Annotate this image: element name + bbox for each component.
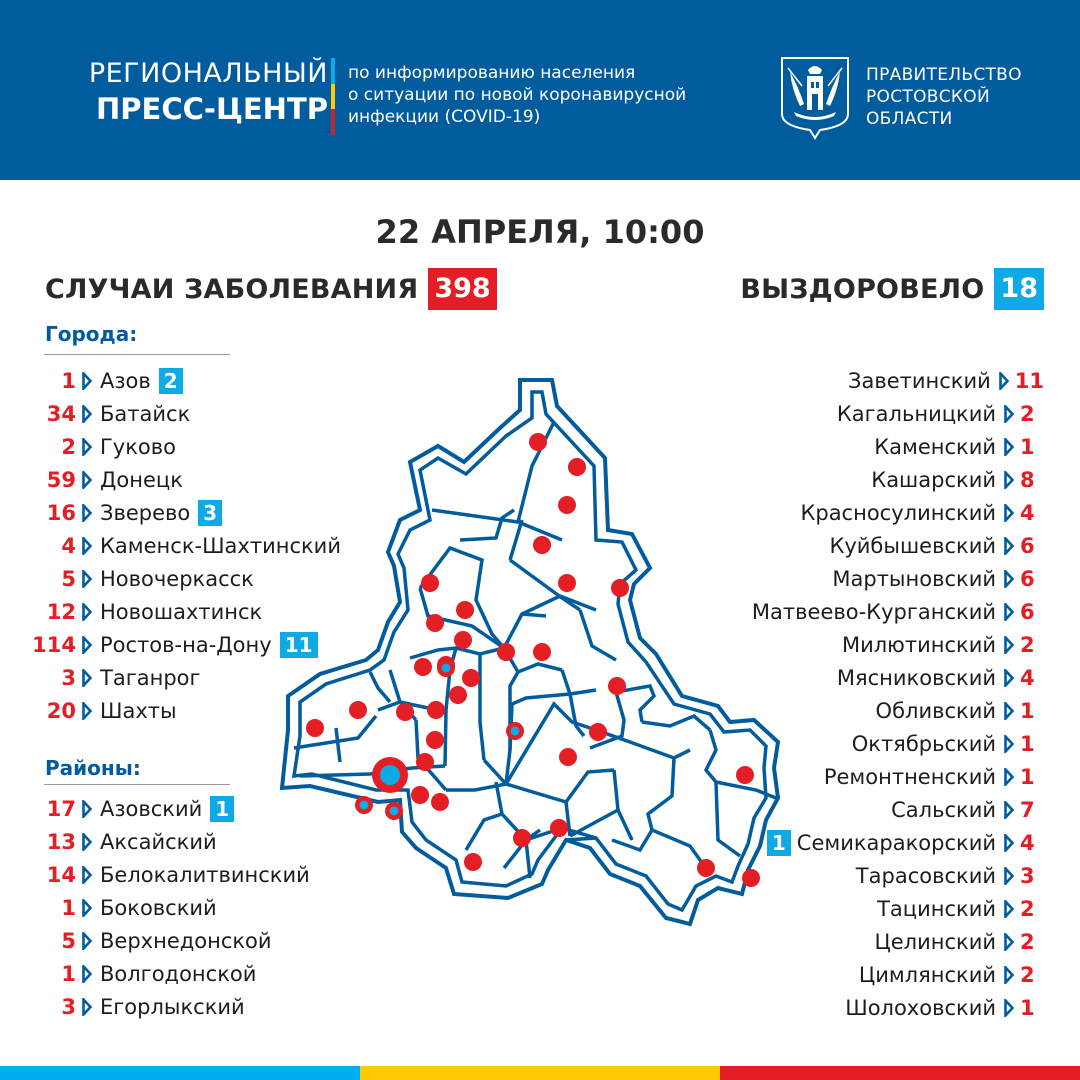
case-marker-dot [456, 601, 474, 619]
districts-divider [44, 784, 230, 785]
locality-name: Волгодонской [100, 961, 257, 986]
case-marker-dot [426, 614, 444, 632]
case-marker-dot [431, 793, 449, 811]
locality-name: Куйбышевский [829, 533, 996, 558]
triangle-arrow-icon [82, 438, 92, 456]
recovered-count-badge: 18 [994, 268, 1044, 310]
case-marker-dot [533, 643, 551, 661]
locality-name: Азов [100, 368, 151, 393]
locality-name: Гуково [100, 434, 176, 459]
case-count: 5 [61, 566, 76, 591]
case-count: 16 [46, 500, 76, 525]
case-count: 1 [1020, 434, 1035, 459]
subtitle-line: инфекции (COVID-19) [348, 107, 541, 127]
locality-name: Красносулинский [800, 500, 996, 525]
recovered-count-badge: 1 [767, 830, 791, 856]
triangle-arrow-icon [82, 570, 92, 588]
locality-name: Аксайский [100, 829, 217, 854]
locality-name: Боковский [100, 895, 217, 920]
case-count: 59 [46, 467, 76, 492]
case-count: 1 [1020, 764, 1035, 789]
case-marker-dot [414, 658, 432, 676]
case-count: 6 [1020, 533, 1035, 558]
case-marker-dot [558, 496, 576, 514]
cities-heading: Города: [45, 322, 138, 346]
case-marker-dot [421, 574, 439, 592]
press-title-line2: ПРЕСС-ЦЕНТР [96, 92, 328, 126]
case-marker-dot [396, 703, 414, 721]
case-count: 34 [46, 401, 76, 426]
case-marker-dot [559, 748, 577, 766]
locality-name: Шолоховский [845, 995, 996, 1020]
locality-name: Кагальницкий [836, 401, 996, 426]
recovered-label: ВЫЗДОРОВЕЛО [740, 273, 985, 305]
coat-of-arms-icon [780, 56, 850, 140]
press-center-title [89, 60, 328, 124]
case-count: 2 [1020, 962, 1035, 987]
triangle-arrow-icon [1004, 669, 1014, 687]
triangle-arrow-icon [82, 504, 92, 522]
triangle-arrow-icon [82, 636, 92, 654]
case-count: 4 [61, 533, 76, 558]
locality-name: Тацинский [877, 896, 996, 921]
gov-line: ОБЛАСТИ [866, 109, 953, 129]
triangle-arrow-icon [1004, 966, 1014, 984]
case-count: 7 [1020, 797, 1035, 822]
cities-divider [44, 354, 230, 355]
tricolor-blue [331, 58, 335, 84]
cases-label: СЛУЧАИ ЗАБОЛЕВАНИЯ [45, 273, 419, 305]
case-count: 4 [1020, 830, 1035, 855]
case-marker-dot [426, 731, 444, 749]
footer-red-bar [720, 1066, 1080, 1080]
case-count: 6 [1020, 599, 1035, 624]
triangle-arrow-icon [82, 866, 92, 884]
recovered-count-badge: 2 [159, 368, 183, 394]
case-count: 17 [46, 796, 76, 821]
triangle-arrow-icon [1004, 801, 1014, 819]
case-marker-dot [529, 433, 547, 451]
case-marker-dot [742, 869, 760, 887]
case-count: 1 [1020, 731, 1035, 756]
triangle-arrow-icon [1004, 933, 1014, 951]
locality-name: Обливский [875, 698, 996, 723]
case-marker-dot [411, 786, 429, 804]
locality-name: Белокалитвинский [100, 862, 310, 887]
case-marker-dot [611, 579, 629, 597]
locality-name: Новочеркасск [100, 566, 254, 591]
triangle-arrow-icon [82, 833, 92, 851]
triangle-arrow-icon [82, 669, 92, 687]
triangle-arrow-icon [82, 932, 92, 950]
case-count: 2 [1020, 632, 1035, 657]
locality-name: Донецк [100, 467, 183, 492]
triangle-arrow-icon [999, 372, 1009, 390]
case-count: 1 [61, 895, 76, 920]
triangle-arrow-icon [1004, 504, 1014, 522]
triangle-arrow-icon [1004, 471, 1014, 489]
locality-name: Семикаракорский [796, 830, 996, 855]
footer-blue-bar [0, 1066, 360, 1080]
locality-name: Октябрьский [851, 731, 996, 756]
triangle-arrow-icon [1004, 636, 1014, 654]
case-count: 4 [1020, 665, 1035, 690]
locality-name: Азовский [100, 796, 203, 821]
locality-name: Целинский [874, 929, 996, 954]
case-count: 14 [46, 862, 76, 887]
locality-name: Таганрог [100, 665, 201, 690]
case-count: 5 [61, 928, 76, 953]
case-count: 3 [1020, 863, 1035, 888]
locality-name: Батайск [100, 401, 191, 426]
tricolor-yellow [331, 84, 335, 110]
subtitle-line: о ситуации по новой коронавирусной [348, 85, 687, 105]
case-marker-dot [427, 701, 445, 719]
case-marker-dot [349, 701, 367, 719]
locality-name: Каменский [874, 434, 996, 459]
triangle-arrow-icon [1004, 900, 1014, 918]
case-count: 13 [46, 829, 76, 854]
case-count: 1 [1020, 698, 1035, 723]
case-count: 2 [1020, 929, 1035, 954]
recovered-count-badge: 1 [210, 796, 234, 822]
case-count: 20 [46, 698, 76, 723]
gov-line: РОСТОВСКОЙ [866, 87, 990, 107]
locality-name: Верхнедонской [100, 928, 272, 953]
case-marker-dot [306, 719, 324, 737]
locality-name: Ростов-на-Дону [100, 632, 272, 657]
subtitle-line: по информированию населения [348, 63, 636, 83]
case-marker-dot [449, 686, 467, 704]
triangle-arrow-icon [82, 537, 92, 555]
case-marker-dot [697, 859, 715, 877]
case-marker-dot [462, 669, 480, 687]
triangle-arrow-icon [82, 603, 92, 621]
triangle-arrow-icon [82, 899, 92, 917]
case-marker-dot [589, 723, 607, 741]
locality-name: Мясниковский [836, 665, 996, 690]
case-count: 8 [1020, 467, 1035, 492]
triangle-arrow-icon [1004, 999, 1014, 1017]
gov-line: ПРАВИТЕЛЬСТВО [866, 65, 1022, 85]
triangle-arrow-icon [82, 405, 92, 423]
header-subtitle [348, 62, 686, 128]
locality-name: Кашарский [871, 467, 996, 492]
rostov-oblast-map [270, 370, 800, 1010]
triangle-arrow-icon [82, 702, 92, 720]
case-marker-dot [533, 536, 551, 554]
locality-name: Каменск-Шахтинский [100, 533, 341, 558]
locality-name: Ремонтненский [823, 764, 996, 789]
case-marker-dot [454, 631, 472, 649]
case-count: 1 [1020, 995, 1035, 1020]
case-count: 1 [61, 961, 76, 986]
triangle-arrow-icon [1004, 768, 1014, 786]
tricolor-divider [331, 58, 335, 135]
case-marker-dot [550, 819, 568, 837]
triangle-arrow-icon [82, 471, 92, 489]
header-banner [0, 0, 1080, 180]
locality-name: Матвеево-Курганский [751, 599, 996, 624]
case-count: 1 [61, 368, 76, 393]
triangle-arrow-icon [1004, 570, 1014, 588]
triangle-arrow-icon [1004, 537, 1014, 555]
locality-name: Тарасовский [855, 863, 996, 888]
recovered-count-badge: 3 [198, 500, 222, 526]
report-date: 22 АПРЕЛЯ, 10:00 [375, 213, 705, 251]
cases-total [45, 268, 497, 310]
case-count: 3 [61, 665, 76, 690]
triangle-arrow-icon [82, 965, 92, 983]
districts-heading: Районы: [45, 756, 141, 780]
tricolor-red [331, 109, 335, 135]
locality-name: Новошахтинск [100, 599, 263, 624]
triangle-arrow-icon [82, 372, 92, 390]
locality-name: Егорлыкский [100, 994, 245, 1019]
case-count: 2 [1020, 401, 1035, 426]
case-marker-dot [736, 766, 754, 784]
case-marker-dot [608, 677, 626, 695]
tricolor-footer [0, 1066, 1080, 1080]
case-count: 4 [1020, 500, 1035, 525]
case-count: 3 [61, 994, 76, 1019]
case-count: 12 [46, 599, 76, 624]
triangle-arrow-icon [1004, 867, 1014, 885]
case-count: 2 [61, 434, 76, 459]
triangle-arrow-icon [1004, 702, 1014, 720]
triangle-arrow-icon [1004, 735, 1014, 753]
triangle-arrow-icon [82, 998, 92, 1016]
locality-name: Шахты [100, 698, 177, 723]
triangle-arrow-icon [1004, 405, 1014, 423]
locality-name: Заветинский [848, 368, 991, 393]
triangle-arrow-icon [1004, 834, 1014, 852]
recovered-total [740, 268, 1044, 310]
press-title-line1: РЕГИОНАЛЬНЫЙ [88, 58, 328, 89]
case-marker-dot [568, 458, 586, 476]
case-count: 2 [1020, 896, 1035, 921]
case-marker-dot [416, 753, 434, 771]
case-count: 6 [1020, 566, 1035, 591]
case-marker-dot [497, 643, 515, 661]
triangle-arrow-icon [1004, 603, 1014, 621]
case-count: 11 [1014, 368, 1044, 393]
recovered-count-badge: 11 [280, 632, 318, 658]
triangle-arrow-icon [1004, 438, 1014, 456]
triangle-arrow-icon [82, 800, 92, 818]
cases-count-badge: 398 [428, 268, 496, 310]
locality-name: Милютинский [841, 632, 996, 657]
case-marker-dot [513, 829, 531, 847]
government-title [866, 64, 1022, 130]
case-marker-dot [558, 574, 576, 592]
locality-name: Зверево [100, 500, 191, 525]
case-count: 114 [32, 632, 76, 657]
footer-yellow-bar [360, 1066, 720, 1080]
case-marker-dot [464, 853, 482, 871]
locality-name: Цимлянский [858, 962, 996, 987]
locality-name: Сальский [891, 797, 996, 822]
locality-name: Мартыновский [832, 566, 996, 591]
